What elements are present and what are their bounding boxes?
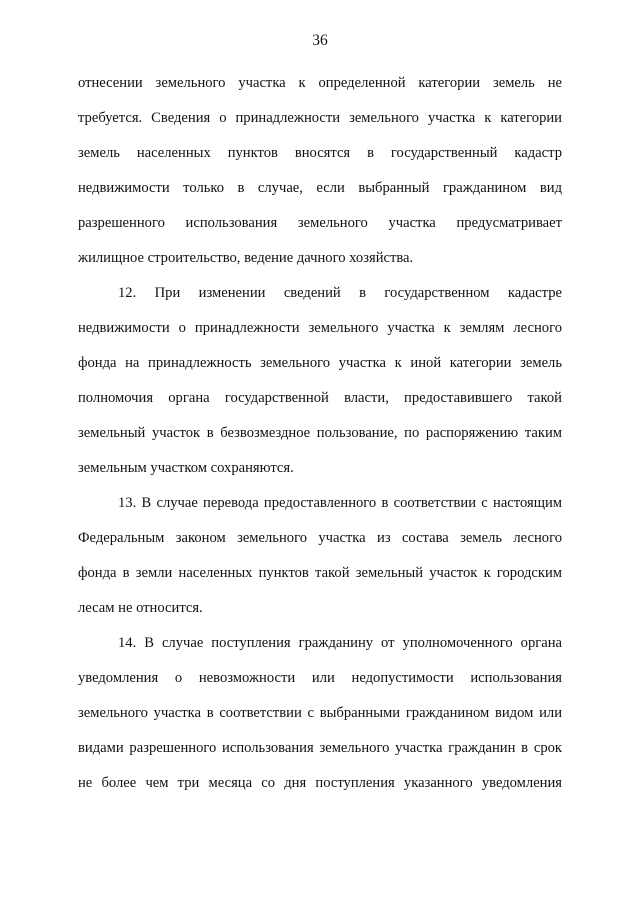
text-line: земельный участок в безвозмездное пользование, по распоряжению таким	[78, 425, 562, 441]
text-line: отнесении земельного участка к определенной категории земель не	[78, 75, 562, 91]
text-line: полномочия органа государственной власти, предоставившего такой	[78, 390, 562, 406]
text-line: 12. При изменении сведений в государственном кадастре	[118, 285, 562, 301]
paragraph-12	[78, 276, 562, 486]
text-line: Федеральным законом земельного участка из состава земель лесного	[78, 530, 562, 546]
text-line: фонда на принадлежность земельного участка к иной категории земель	[78, 355, 562, 371]
text-line: видами разрешенного использования земельного участка гражданин в срок	[78, 740, 562, 756]
text-line: 14. В случае поступления гражданину от уполномоченного органа	[118, 635, 562, 651]
text-line: недвижимости только в случае, если выбранный гражданином вид	[78, 180, 562, 196]
paragraph-13	[78, 486, 562, 626]
paragraph-continuation	[78, 66, 562, 276]
text-line: уведомления о невозможности или недопустимости использования	[78, 670, 562, 686]
paragraph-14	[78, 626, 562, 801]
text-line: не более чем три месяца со дня поступления указанного уведомления	[78, 775, 562, 791]
text-line: разрешенного использования земельного участка предусматривает	[78, 215, 562, 231]
text-line: жилищное строительство, ведение дачного хозяйства.	[78, 250, 414, 266]
text-line: земельным участком сохраняются.	[78, 460, 294, 476]
text-line: земель населенных пунктов вносятся в государственный кадастр	[78, 145, 562, 161]
text-line: фонда в земли населенных пунктов такой земельный участок к городским	[78, 565, 562, 581]
text-line: земельного участка в соответствии с выбранными гражданином видом или	[78, 705, 562, 721]
text-line: 13. В случае перевода предоставленного в соответствии с настоящим	[118, 495, 562, 511]
text-line: лесам не относится.	[78, 600, 203, 616]
text-line: требуется. Сведения о принадлежности земельного участка к категории	[78, 110, 562, 126]
page-number: 36	[312, 32, 328, 49]
document-body	[78, 66, 562, 801]
text-line: недвижимости о принадлежности земельного участка к землям лесного	[78, 320, 562, 336]
